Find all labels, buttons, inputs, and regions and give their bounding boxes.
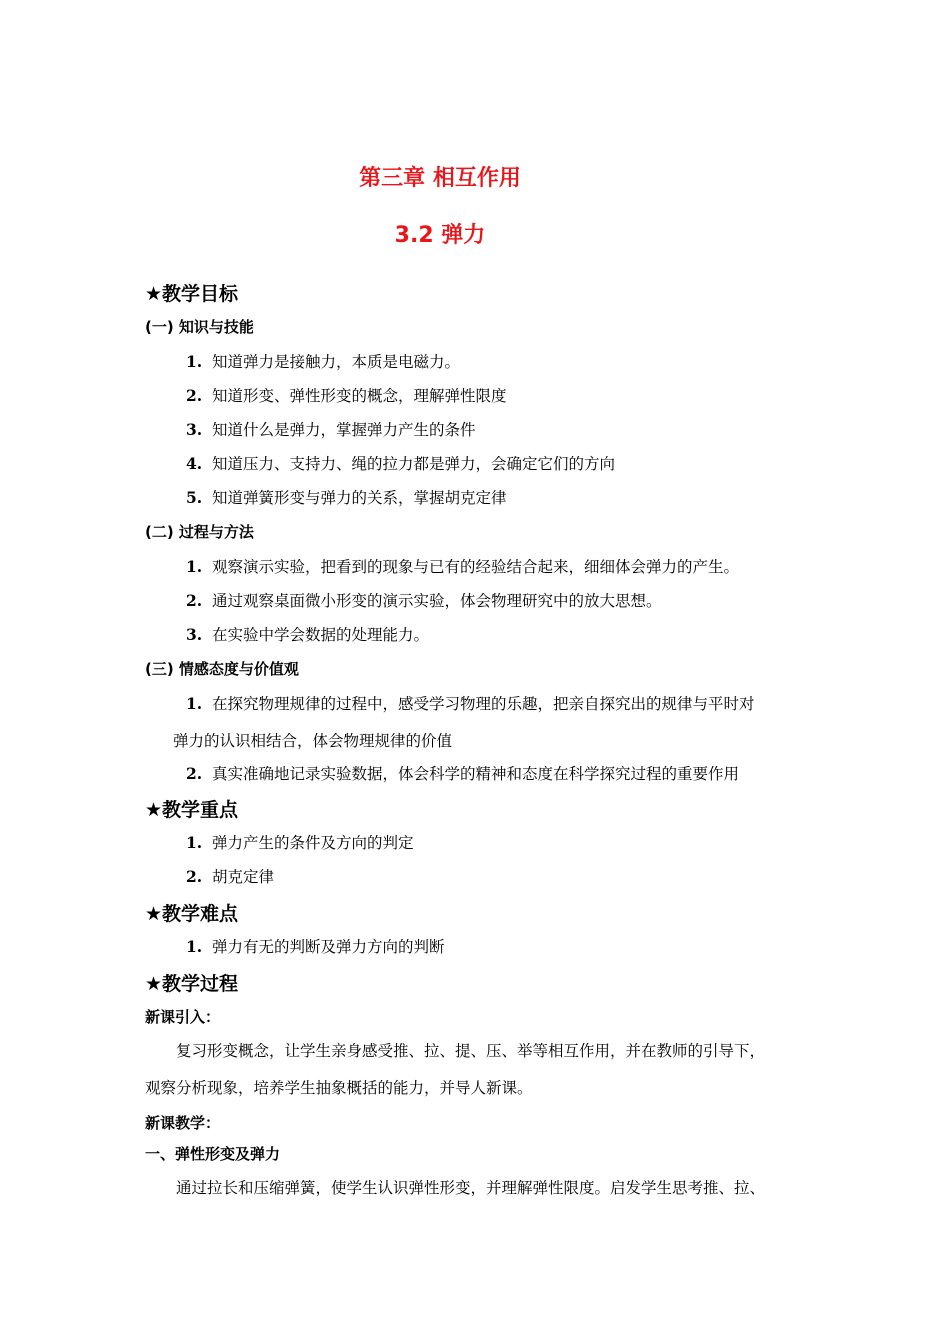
part1-paragraph-line-1: 通过拉长和压缩弹簧，使学生认识弹性形变，并理解弹性限度。启发学生思考推、拉、 — [176, 1179, 766, 1197]
chapter-title: 第三章 相互作用 — [359, 166, 521, 191]
part1-title: 一、弹性形变及弹力 — [145, 1145, 281, 1163]
intro-label: 新课引入： — [145, 1008, 221, 1026]
item-text: 通过观察桌面微小形变的演示实验，体会物理研究中的放大思想。 — [212, 592, 662, 610]
method-item-1 — [186, 555, 739, 577]
key-points-heading: ★教学重点 — [145, 799, 239, 821]
attitude-values-heading: (三) 情感态度与价值观 — [145, 660, 299, 678]
process-heading: ★教学过程 — [145, 973, 239, 995]
item-text: 弹力产生的条件及方向的判定 — [212, 834, 414, 852]
item-text: 在探究物理规律的过程中，感受学习物理的乐趣，把亲自探究出的规律与平时对 — [212, 695, 755, 713]
item-number: 1. — [186, 352, 203, 371]
item-number: 5. — [186, 488, 203, 507]
teaching-label: 新课教学： — [145, 1114, 221, 1132]
item-text: 知道压力、支持力、绳的拉力都是弹力，会确定它们的方向 — [212, 455, 616, 473]
method-item-2 — [186, 589, 662, 611]
item-number: 1. — [186, 937, 203, 956]
item-text: 在实验中学会数据的处理能力。 — [212, 626, 430, 644]
key-point-item-1 — [186, 831, 414, 853]
item-text: 观察演示实验，把看到的现象与已有的经验结合起来，细细体会弹力的产生。 — [212, 558, 740, 576]
item-number: 1. — [186, 833, 203, 852]
section-title: 3.2 弹力 — [394, 223, 486, 248]
item-text: 弹力有无的判断及弹力方向的判断 — [212, 938, 445, 956]
item-text: 知道弹力是接触力，本质是电磁力。 — [212, 353, 461, 371]
item-number: 4. — [186, 454, 203, 473]
intro-paragraph-line-1: 复习形变概念，让学生亲身感受推、拉、提、压、举等相互作用，并在教师的引导下， — [176, 1042, 766, 1060]
key-point-item-2 — [186, 865, 274, 887]
item-number: 3. — [186, 420, 203, 439]
item-text: 胡克定律 — [212, 868, 275, 886]
difficulty-item-1 — [186, 935, 445, 957]
attitude-item-1 — [186, 692, 755, 714]
method-item-3 — [186, 623, 429, 645]
knowledge-item-4 — [186, 452, 615, 474]
attitude-item-1-continuation: 弹力的认识相结合，体会物理规律的价值 — [173, 732, 453, 750]
knowledge-skills-heading: (一) 知识与技能 — [145, 318, 254, 336]
item-number: 2. — [186, 867, 203, 886]
item-text: 真实准确地记录实验数据，体会科学的精神和态度在科学探究过程的重要作用 — [212, 765, 740, 783]
item-number: 1. — [186, 557, 203, 576]
item-text: 知道形变、弹性形变的概念，理解弹性限度 — [212, 387, 507, 405]
attitude-item-2 — [186, 762, 739, 784]
item-number: 2. — [186, 591, 203, 610]
item-text: 知道弹簧形变与弹力的关系，掌握胡克定律 — [212, 489, 507, 507]
knowledge-item-3 — [186, 418, 476, 440]
process-method-heading: (二) 过程与方法 — [145, 523, 254, 541]
item-number: 1. — [186, 694, 203, 713]
intro-paragraph-line-2: 观察分析现象，培养学生抽象概括的能力，并导人新课。 — [145, 1079, 533, 1097]
item-number: 2. — [186, 386, 203, 405]
item-number: 2. — [186, 764, 203, 783]
difficulties-heading: ★教学难点 — [145, 903, 239, 925]
objectives-heading: ★教学目标 — [145, 283, 239, 305]
item-text: 知道什么是弹力，掌握弹力产生的条件 — [212, 421, 476, 439]
item-number: 3. — [186, 625, 203, 644]
knowledge-item-2 — [186, 384, 507, 406]
knowledge-item-1 — [186, 350, 460, 372]
knowledge-item-5 — [186, 486, 507, 508]
